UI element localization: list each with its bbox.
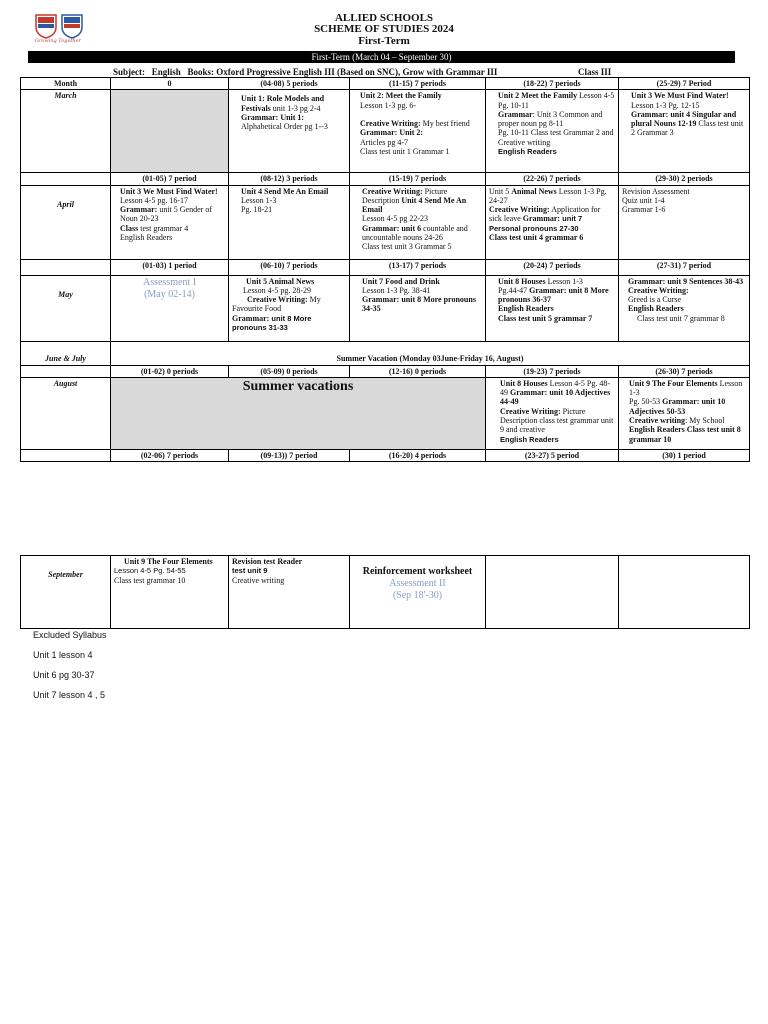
empty-cell bbox=[486, 556, 619, 629]
creative-writing-topic: Greed is a Curse bbox=[628, 295, 682, 305]
test-label: test unit 9 bbox=[232, 566, 268, 576]
scheme-title: SCHEME OF STUDIES 2024 bbox=[314, 23, 454, 35]
lesson-range: Lesson 1-3 bbox=[545, 276, 583, 286]
excluded-title: Excluded Syllabus bbox=[33, 630, 107, 640]
week-cell: (29-30) 2 periods bbox=[619, 173, 750, 185]
empty-cell bbox=[619, 556, 750, 629]
week-cell: (23-27) 5 period bbox=[486, 449, 619, 461]
scheme-table bbox=[20, 77, 750, 462]
grammar-title: Grammar: unit 8 More pronouns 36-37 bbox=[498, 285, 609, 305]
lesson-range: unit 1-3 pg 2-4 bbox=[270, 103, 321, 113]
week-header-row bbox=[21, 259, 750, 275]
week-cell: (15-19) 7 periods bbox=[350, 173, 486, 185]
month-row-august bbox=[21, 377, 750, 449]
grammar-title: Grammar: unit 8 More pronouns 34-35 bbox=[362, 295, 476, 314]
week-cell: (01-05) 7 period bbox=[111, 173, 229, 185]
unit-title: Unit 5 Animal News bbox=[246, 276, 315, 286]
class-label: Class III bbox=[578, 67, 612, 77]
week-cell: (09-13)) 7 period bbox=[229, 449, 350, 461]
grammar-title: Grammar bbox=[498, 109, 533, 119]
class-test: Class test unit 3 Grammar 5 bbox=[362, 242, 452, 252]
week-header-row bbox=[21, 78, 750, 90]
grammar-title: Grammar: bbox=[522, 214, 561, 224]
unit-title: Unit 7 Food and Drink bbox=[362, 276, 440, 286]
month-label: March bbox=[21, 90, 111, 173]
class-label-word: Class bbox=[120, 223, 139, 233]
week-cell: (16-20) 4 periods bbox=[350, 449, 486, 461]
grammar-title: Grammar: unit 9 Sentences 38-43 Creative Writing: bbox=[628, 276, 744, 295]
lesson-range: Lesson 4-5 pg 22-23 bbox=[362, 214, 428, 224]
reinforcement-title: Reinforcement worksheet bbox=[362, 566, 473, 577]
creative-writing-label: Creative Writing: bbox=[489, 205, 550, 215]
week-cell: (22-26) 7 periods bbox=[486, 173, 619, 185]
subject-line: Subject: English Books: Oxford Progressive English III (Based on SNC), Grow with Grammar III bbox=[113, 67, 498, 77]
month-label: May bbox=[21, 275, 111, 341]
page-range: Pg. 18-21 bbox=[241, 205, 273, 215]
lesson-range: Lesson 4-5 Pg. 54-55 bbox=[114, 566, 186, 576]
unit-number: Unit 5 bbox=[489, 186, 512, 196]
grammar-title: Grammar: unit 10 Adjectives 44-49 bbox=[500, 388, 611, 407]
month-row-september bbox=[21, 556, 750, 629]
lesson-cell bbox=[350, 90, 486, 173]
class-test: Class test unit 5 grammar 7 bbox=[498, 313, 593, 323]
grammar-topic: unit 7 Personal pronouns 27-30 bbox=[489, 214, 583, 233]
week-cell: (11-15) 7 periods bbox=[350, 78, 486, 90]
summer-vacation-block bbox=[111, 377, 486, 449]
week-cell: (04-08) 5 periods bbox=[229, 78, 350, 90]
week-cell: (27-31) 7 period bbox=[619, 259, 750, 275]
assessment-title: Assessment II bbox=[389, 578, 446, 589]
creative-writing-topic: My best friend bbox=[420, 119, 470, 129]
assessment-title: Assessment I bbox=[142, 276, 197, 288]
class-test: English Readers Class test unit 8 grammar 10 bbox=[629, 425, 741, 444]
school-motto: Growing Together bbox=[35, 38, 81, 44]
grammar-topic: Alphabetical Order pg 1--3 bbox=[241, 122, 328, 132]
unit-title: Unit 3 We Must Find Water! bbox=[120, 186, 218, 196]
empty-gray-cell bbox=[111, 90, 229, 173]
grammar-topic: : Unit 3 Common and proper noun pg 8-11 bbox=[498, 109, 603, 129]
week-header-row bbox=[21, 449, 750, 461]
week-cell: (08-12) 3 periods bbox=[229, 173, 350, 185]
assessment-cell bbox=[111, 275, 229, 341]
excluded-item: Unit 7 lesson 4 , 5 bbox=[33, 690, 106, 700]
lesson-range: Lesson 4-5 pg. 16-17 bbox=[120, 195, 188, 205]
class-test: Class test unit 2 Grammar 3 bbox=[631, 119, 744, 138]
page-range: Pg.44-47 bbox=[498, 285, 530, 295]
week-cell: (25-29) 7 Period bbox=[619, 78, 750, 90]
unit-title: Unit 8 Houses bbox=[498, 276, 546, 286]
lesson-range: Lesson 1-3 bbox=[241, 195, 277, 205]
class-test: Class test unit 4 grammar 6 bbox=[489, 233, 584, 243]
week-cell: (20-24) 7 periods bbox=[486, 259, 619, 275]
lesson-cell bbox=[619, 90, 750, 173]
lesson-cell bbox=[486, 377, 619, 449]
week-cell: (01-03) 1 period bbox=[111, 259, 229, 275]
lesson-range: Lesson 1-3 bbox=[629, 378, 743, 398]
week-cell: 0 bbox=[111, 78, 229, 90]
excluded-item: Unit 6 pg 30-37 bbox=[33, 670, 95, 680]
month-header: Month bbox=[21, 78, 111, 90]
english-readers: English Readers bbox=[500, 434, 559, 444]
lesson-range: Lesson 1-3 Pg. 12-15 bbox=[631, 100, 700, 110]
week-cell: (06-10) 7 periods bbox=[229, 259, 350, 275]
lesson-cell bbox=[229, 556, 350, 629]
assessment-cell bbox=[350, 556, 486, 629]
week-cell: (30) 1 period bbox=[619, 449, 750, 461]
creative-writing-label: Creative Writing: bbox=[247, 295, 308, 305]
term-title: First-Term bbox=[358, 35, 410, 47]
lesson-cell bbox=[350, 185, 486, 259]
week-cell: (26-30) 7 periods bbox=[619, 365, 750, 377]
creative-writing-label: Creative Writing: bbox=[362, 186, 423, 196]
creative-writing-label: Creative Writing: bbox=[360, 119, 421, 129]
lesson-cell bbox=[350, 275, 486, 341]
class-test: Pg. 10-11 Class test Grammar 2 and Creative writing bbox=[498, 128, 614, 147]
class-test: Class test unit 1 Grammar 1 bbox=[360, 147, 450, 157]
lesson-cell bbox=[619, 275, 750, 341]
lesson-cell bbox=[619, 185, 750, 259]
school-name: ALLIED SCHOOLS bbox=[334, 12, 434, 24]
class-test: Class test unit 7 grammar 8 bbox=[637, 313, 725, 323]
creative-writing-topic: : My School bbox=[685, 416, 725, 426]
week-cell: (18-22) 7 periods bbox=[486, 78, 619, 90]
summer-vacation-title: Summer vacations bbox=[242, 378, 354, 394]
lesson-range: Lesson 1-3 pg. 6- bbox=[360, 100, 416, 110]
grammar-topic: countable and uncountable nouns 24-26 bbox=[362, 223, 468, 243]
grammar-title: Grammar: Unit 1: bbox=[241, 112, 305, 122]
unit-title: Unit 2 Meet the Family bbox=[498, 91, 578, 101]
blank-cell bbox=[21, 259, 111, 275]
lesson-cell bbox=[229, 90, 350, 173]
unit-title: Unit 1: Role Models and Festivals bbox=[241, 94, 325, 113]
grammar-topic: Articles pg 4-7 bbox=[360, 137, 408, 147]
month-label: August bbox=[21, 377, 111, 449]
lesson-cell bbox=[486, 90, 619, 173]
grammar-title: Grammar: unit 4 Singular and plural Nouns 12-19 bbox=[631, 109, 737, 129]
lesson-cell bbox=[111, 556, 229, 629]
english-readers: English Readers bbox=[120, 233, 173, 243]
month-label: April bbox=[21, 185, 111, 259]
creative-writing-label: Creative writing bbox=[629, 416, 686, 426]
english-readers: English Readers bbox=[498, 147, 557, 157]
page-range: Pg. 50-53 bbox=[629, 397, 663, 407]
unit-title: Unit 9 The Four Elements bbox=[124, 557, 213, 566]
grammar-title: Grammar: Unit 2: bbox=[360, 128, 424, 138]
blank-cell bbox=[21, 449, 111, 461]
assessment-dates: (Sep 18'-30) bbox=[392, 590, 443, 601]
summer-vacation-note: Summer Vacation (Monday 03June-Friday 16, August) bbox=[111, 341, 750, 365]
week-header-row bbox=[21, 173, 750, 185]
grammar-title: Grammar: unit 10 Adjectives 50-53 bbox=[629, 397, 726, 416]
lesson-cell bbox=[486, 275, 619, 341]
creative-writing-topic: Picture Description class test grammar unit 9 and creative bbox=[500, 406, 614, 435]
lesson-cell bbox=[486, 185, 619, 259]
week-header-row bbox=[21, 365, 750, 377]
unit-title: Animal News bbox=[511, 186, 557, 196]
lesson-cell bbox=[229, 185, 350, 259]
unit-title: Unit 3 We Must Find Water! bbox=[631, 91, 729, 101]
unit-title: Unit 4 Send Me An Email bbox=[362, 195, 467, 215]
lesson-range: Lesson 4-5 Pg. 48-49 bbox=[500, 378, 611, 398]
class-test: Class test grammar 10 bbox=[114, 575, 186, 585]
grammar-topic: unit 5 Gender of Noun 20-23 bbox=[120, 205, 212, 224]
week-cell: (05-09) 0 periods bbox=[229, 365, 350, 377]
lesson-cell bbox=[619, 377, 750, 449]
month-label: September bbox=[21, 556, 111, 629]
creative-writing-label: Creative writing bbox=[232, 575, 285, 585]
quiz-label: Quiz unit 1-4 bbox=[622, 195, 665, 205]
blank-cell bbox=[21, 173, 111, 185]
grammar-range: Grammar 1-6 bbox=[622, 205, 666, 215]
lesson-range: Lesson 1-3 Pg. 38-41 bbox=[362, 285, 431, 295]
week-cell: (01-02) 0 periods bbox=[111, 365, 229, 377]
unit-title: Unit 2: Meet the Family bbox=[360, 91, 442, 101]
english-readers: English Readers bbox=[498, 304, 554, 314]
term-date-bar: First-Term (March 04 – September 30) bbox=[28, 51, 735, 63]
revision-label: Revision Assessment bbox=[622, 186, 690, 196]
september-table bbox=[20, 555, 750, 629]
week-cell: (12-16) 0 periods bbox=[350, 365, 486, 377]
lesson-range: Lesson 1-3 Pg. 24-27 bbox=[489, 186, 607, 205]
creative-writing-label: Creative Writing: bbox=[500, 406, 561, 416]
excluded-item: Unit 1 lesson 4 bbox=[33, 650, 93, 660]
grammar-title: Grammar: bbox=[120, 205, 158, 215]
creative-writing-topic: Application for sick leave bbox=[489, 205, 601, 224]
month-row-april bbox=[21, 185, 750, 259]
week-cell: (19-23) 7 periods bbox=[486, 365, 619, 377]
week-cell: (02-06) 7 periods bbox=[111, 449, 229, 461]
creative-writing-topic: Picture Description bbox=[362, 186, 448, 205]
month-row-may bbox=[21, 275, 750, 341]
unit-title: Unit 9 The Four Elements bbox=[629, 378, 718, 388]
week-cell: (13-17) 7 periods bbox=[350, 259, 486, 275]
month-label: June & July bbox=[21, 341, 111, 365]
grammar-topic: unit 8 More pronouns 31-33 bbox=[232, 313, 312, 333]
lesson-cell bbox=[229, 275, 350, 341]
blank-cell bbox=[21, 365, 111, 377]
month-row-june-july bbox=[21, 341, 750, 365]
lesson-cell bbox=[111, 185, 229, 259]
lesson-range: Lesson 4-5 pg. 28-29 bbox=[243, 285, 311, 295]
revision-label: Revision test Reader bbox=[232, 557, 303, 566]
class-test: test grammar 4 bbox=[138, 223, 189, 233]
lesson-range: Lesson 4-5 Pg. 10-11 bbox=[498, 91, 615, 110]
grammar-title: Grammar: bbox=[232, 313, 270, 323]
unit-title: Unit 4 Send Me An Email bbox=[241, 186, 329, 196]
english-readers: English Readers bbox=[628, 304, 684, 314]
month-row-march bbox=[21, 90, 750, 173]
creative-writing-topic: My Favourite Food bbox=[232, 295, 321, 314]
grammar-title: Grammar: unit 6 bbox=[362, 223, 422, 233]
assessment-dates: (May 02-14) bbox=[144, 288, 195, 300]
unit-title: Unit 8 Houses bbox=[500, 378, 548, 388]
